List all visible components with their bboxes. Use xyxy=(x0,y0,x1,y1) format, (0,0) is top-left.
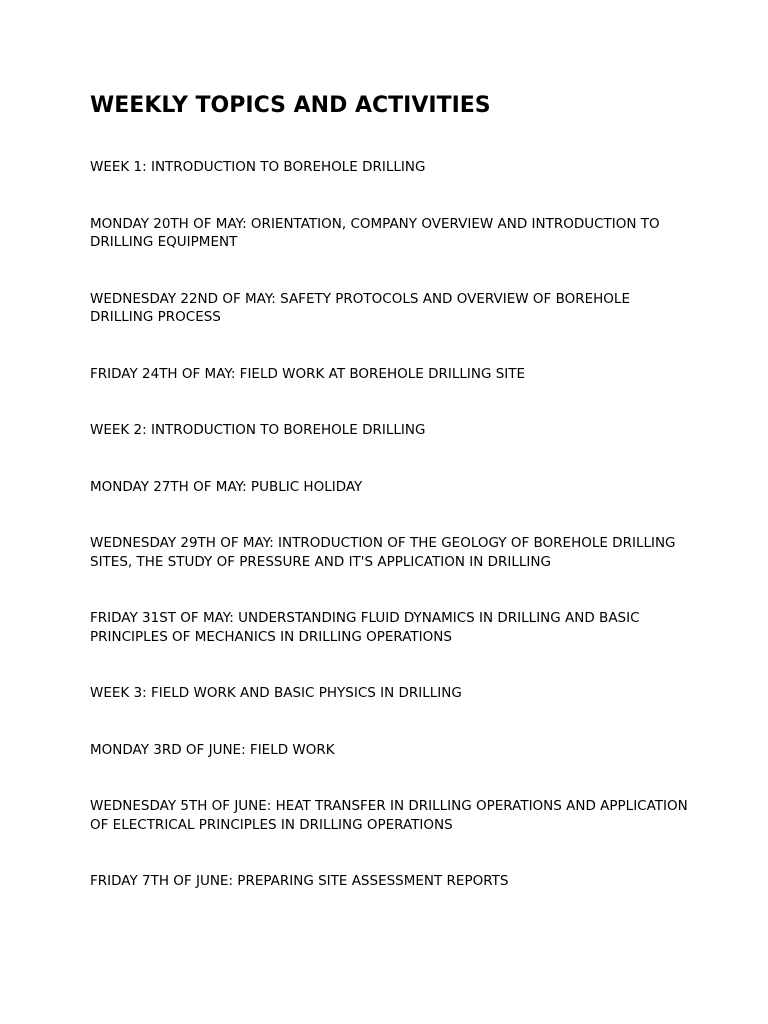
page-title: WEEKLY TOPICS AND ACTIVITIES xyxy=(90,93,491,118)
schedule-list xyxy=(90,158,690,891)
week-heading-2: WEEK 2: INTRODUCTION TO BOREHOLE DRILLING xyxy=(90,422,426,438)
schedule-entry: WEDNESDAY 29TH OF MAY: INTRODUCTION OF THE GEOLOGY OF BOREHOLE DRILLING SITES, THE STUDY OF PRESSURE AND IT'S APPLICATION IN DRILLING xyxy=(90,535,676,570)
schedule-entry: MONDAY 20TH OF MAY: ORIENTATION, COMPANY OVERVIEW AND INTRODUCTION TO DRILLING EQUIPMENT xyxy=(90,215,660,250)
schedule-entry: WEDNESDAY 5TH OF JUNE: HEAT TRANSFER IN DRILLING OPERATIONS AND APPLICATION OF ELECTRICAL PRINCIPLES IN DRILLING OPERATIONS xyxy=(90,798,688,833)
schedule-entry: WEDNESDAY 22ND OF MAY: SAFETY PROTOCOLS AND OVERVIEW OF BOREHOLE DRILLING PROCESS xyxy=(90,290,630,325)
schedule-entry: FRIDAY 7TH OF JUNE: PREPARING SITE ASSESSMENT REPORTS xyxy=(90,873,509,889)
week-heading-1: WEEK 1: INTRODUCTION TO BOREHOLE DRILLING xyxy=(90,159,426,175)
schedule-entry: MONDAY 27TH OF MAY: PUBLIC HOLIDAY xyxy=(90,478,363,495)
schedule-entry: MONDAY 3RD OF JUNE: FIELD WORK xyxy=(90,741,335,758)
schedule-entry: FRIDAY 24TH OF MAY: FIELD WORK AT BOREHOLE DRILLING SITE xyxy=(90,365,526,382)
document-page xyxy=(90,92,690,929)
week-heading-3: WEEK 3: FIELD WORK AND BASIC PHYSICS IN DRILLING xyxy=(90,685,462,701)
schedule-entry: FRIDAY 31ST OF MAY: UNDERSTANDING FLUID DYNAMICS IN DRILLING AND BASIC PRINCIPLES OF MECHANICS IN DRILLING OPERATIONS xyxy=(90,610,640,645)
